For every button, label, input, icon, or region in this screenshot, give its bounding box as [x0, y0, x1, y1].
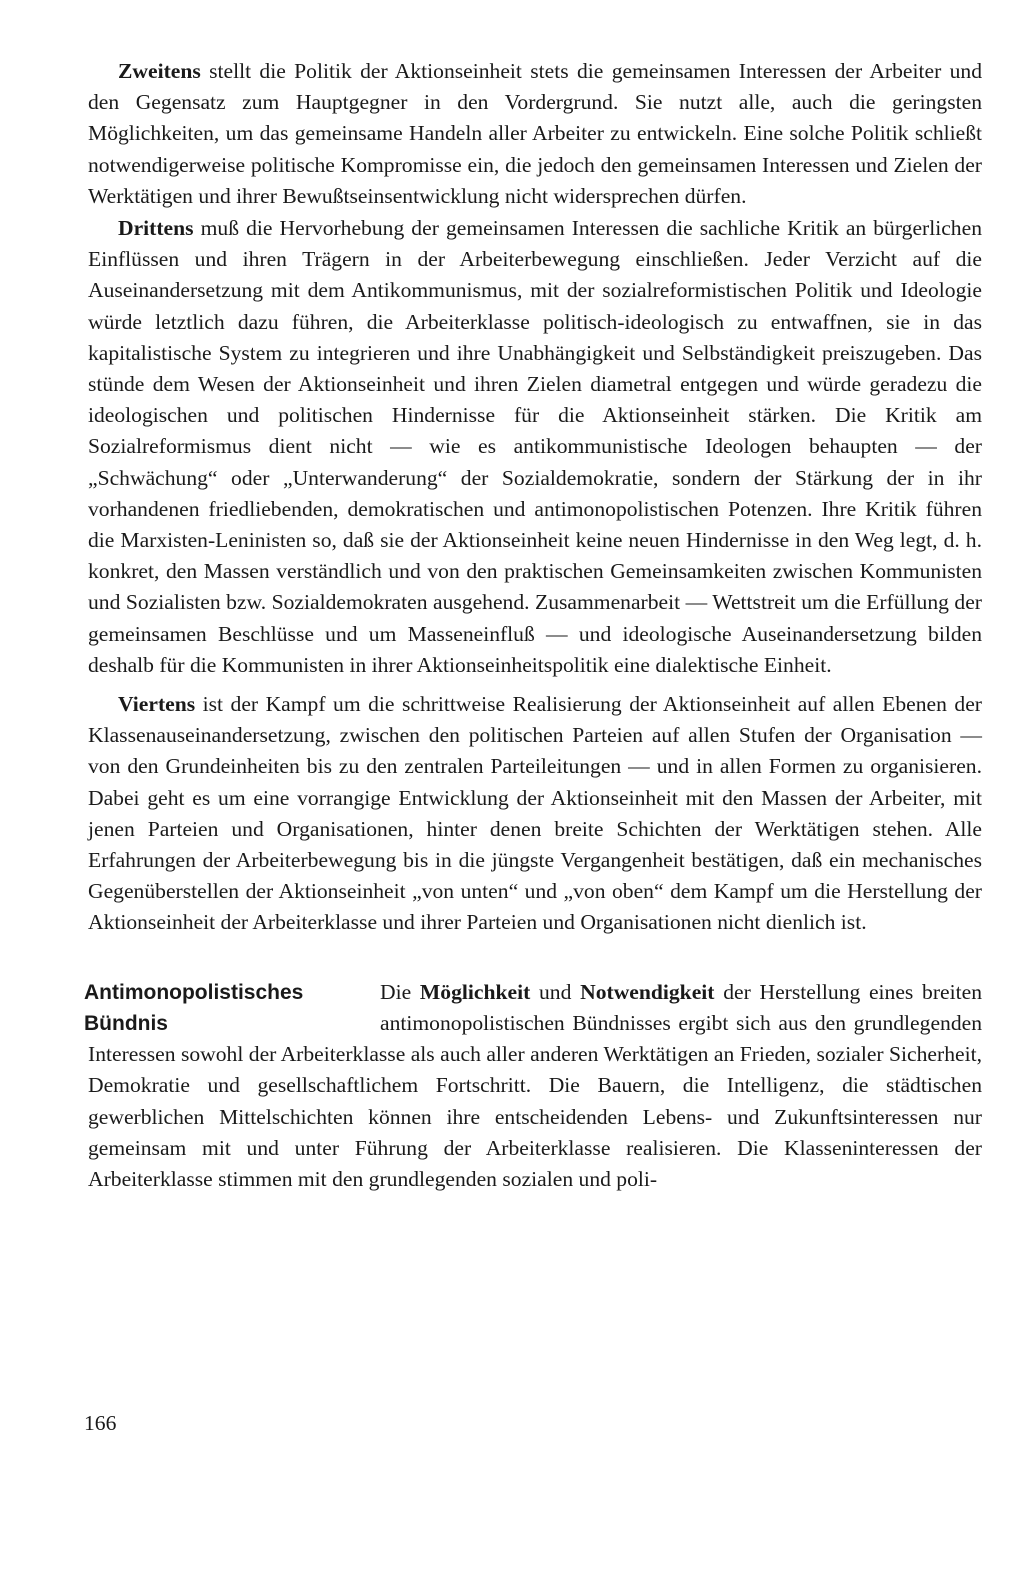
paragraph-lead: Drittens — [118, 216, 194, 241]
section-text-part: Die — [380, 979, 420, 1004]
paragraph-zweitens — [88, 56, 982, 212]
paragraph-text: muß die Hervorhebung der gemeinsamen Interessen die sachliche Kritik an bürgerlichen Einflüssen und ihren Trägern in der Arbeiterbewegung einschließen. Jeder Verzicht auf die Auseinandersetzung mit dem Antikommunismus, mit der sozialreformistischen Politik und Ideologie würde letztlich dazu führen, die Arbeiterklasse politisch-ideologisch zu entwaffnen, sie in das kapitalistische System zu integrieren und ihre Unabhängigkeit und Selbständigkeit preiszugeben. Das stünde dem Wesen der Aktionseinheit und ihren Zielen diametral entgegen und würde geradezu die ideologischen und politischen Hindernisse für die Aktionseinheit stärken. Die Kritik am Sozialreformismus dient nicht — wie es antikommunistische Ideologen behaupten — der „Schwächung“ oder „Unterwanderung“ der Sozialdemokratie, sondern der Stärkung der in ihr vorhandenen friedliebenden, demokratischen und antimonopolistischen Potenzen. Ihre Kritik führen die Marxisten-Leninisten so, daß sie der Aktionseinheit keine neuen Hindernisse in den Weg legt, d. h. konkret, den Massen verständlich und von den praktischen Gemeinsamkeiten zwischen Kommunisten und Sozialisten bzw. Sozialdemokraten ausgehend. Zusammenarbeit — Wettstreit um die Erfüllung der gemeinsamen Beschlüsse und um Masseneinfluß — und ideologische Auseinandersetzung bilden deshalb für die Kommunisten in ihrer Aktionseinheitspolitik eine dialektische Einheit. — [88, 216, 982, 677]
paragraph-text: ist der Kampf um die schrittweise Realisierung der Aktionseinheit auf allen Ebenen der Klassenauseinandersetzung, zwischen den politischen Parteien auf allen Stufen der Organisation — von den Grundeinheiten bis zu den zentralen Parteileitungen — und in allen Formen zu organisieren. Dabei geht es um eine vorrangige Entwicklung der Aktionseinheit mit den Massen der Arbeiter, mit jenen Parteien und Organisationen, hinter denen breite Schichten der Werktätigen stehen. Alle Erfahrungen der Arbeiterbewegung bis in die jüngste Vergangenheit bestätigen, daß ein mechanisches Gegenüberstellen der Aktionseinheit „von unten“ und „von oben“ dem Kampf um die Herstellung der Aktionseinheit der Arbeiterklasse und ihrer Parteien und Organisationen nicht dienlich ist. — [88, 692, 982, 935]
section-heading: Antimonopolistisches Bündnis — [84, 980, 304, 1035]
section-emphasis: Möglichkeit — [419, 979, 531, 1004]
page-number: 166 — [84, 1411, 117, 1435]
paragraph-lead: Viertens — [118, 692, 196, 717]
paragraph-drittens — [88, 213, 982, 681]
section-text-part: der Herstellung eines breiten antimonopolistischen Bündnisses ergibt sich aus den grundlegenden Interessen sowohl der Arbeiterklasse als auch aller anderen Werktätigen an Frieden, sozialer Sicherheit, Demokratie und gesellschaftlichem Fortschritt. Die Bauern, die Intelligenz, die städtischen gewerblichen Mittelschichten können ihre entscheidenden Lebens- und Zukunftsinteressen nur gemeinsam mit und unter Führung der Arbeiterklasse realisieren. Die Klasseninteressen der Arbeiterklasse stimmen mit den grundlegenden sozialen und poli- — [88, 979, 983, 1191]
section-text-part: und — [530, 979, 581, 1004]
paragraph-lead: Zweitens — [118, 59, 201, 83]
section-antimonopolistisches-buendnis — [84, 977, 983, 1195]
paragraph-viertens — [88, 689, 982, 939]
paragraph-text: stellt die Politik der Aktionseinheit stets die gemeinsamen Interessen der Arbeiter und den Gegensatz zum Hauptgegner in den Vordergrund. Sie nutzt alle, auch die geringsten Möglichkeiten, um das gemeinsame Handeln aller Arbeiter zu entwickeln. Eine solche Politik schließt notwendigerweise politische Kompromisse ein, die jedoch den gemeinsamen Interessen und Zielen der Werktätigen und ihrer Bewußtseinsentwicklung nicht widersprechen dürfen. — [88, 59, 982, 208]
section-emphasis: Notwendigkeit — [580, 979, 715, 1004]
